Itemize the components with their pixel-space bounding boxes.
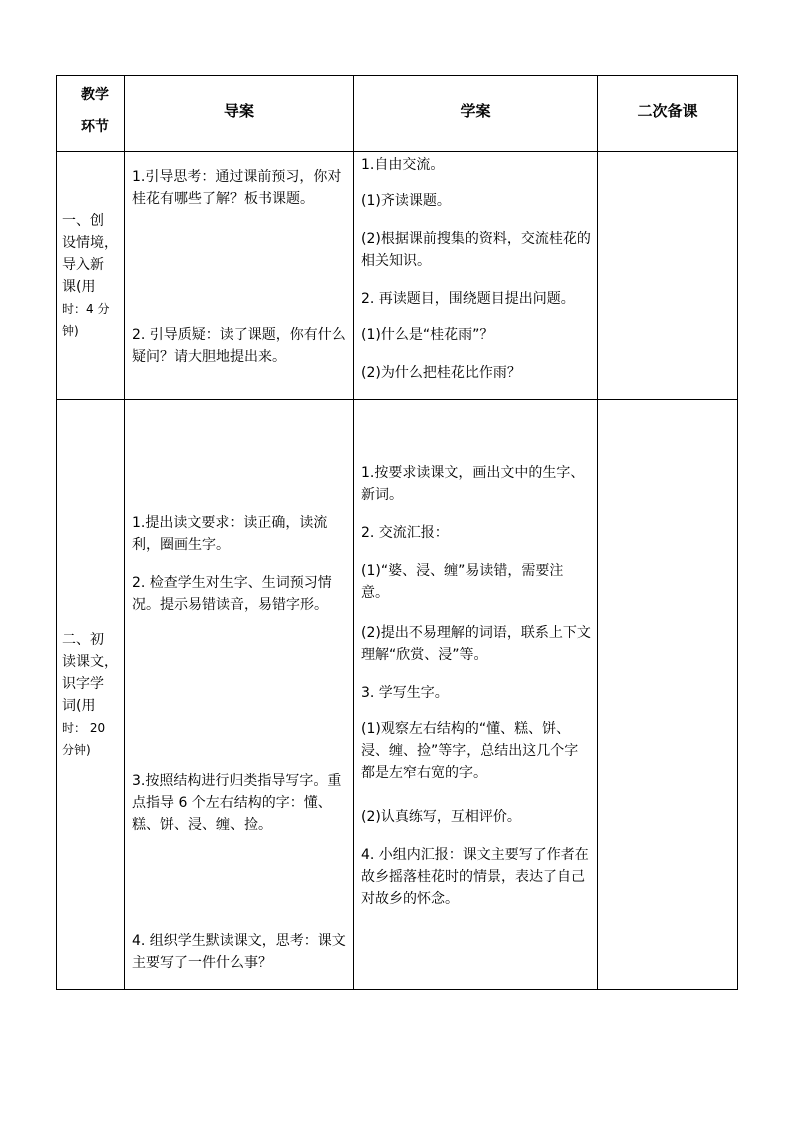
study-cell [354, 152, 598, 400]
study-item: 1.自由交流。 [361, 157, 445, 173]
study-item: (1)齐读课题。 [361, 193, 451, 209]
header-guide: 导案 [125, 76, 354, 152]
guide-cell [125, 400, 354, 990]
lesson-plan-table [56, 75, 738, 990]
guide-item: 3.按照结构进行归类指导写字。重点指导 6 个左右结构的字：懂、糕、饼、浸、缠、捡。 [132, 773, 342, 833]
second-prep-cell [598, 152, 738, 400]
header-row [57, 76, 738, 152]
guide-item: 1.引导思考：通过课前预习，你对桂花有哪些了解？板书课题。 [132, 169, 342, 207]
study-item: (2)提出不易理解的词语，联系上下文理解“欣赏、浸”等。 [361, 625, 591, 663]
study-item: 1.按要求读课文，画出文中的生字、新词。 [361, 465, 585, 503]
table-row [57, 152, 738, 400]
guide-item: 1.提出读文要求：读正确，读流利，圈画生字。 [132, 515, 328, 553]
guide-cell [125, 152, 354, 400]
table-row [57, 400, 738, 990]
study-item: (2)为什么把桂花比作雨？ [361, 365, 521, 381]
guide-item: 2. 引导质疑：读了课题，你有什么疑问？请大胆地提出来。 [132, 327, 346, 365]
study-item: 2. 再读题目，围绕题目提出问题。 [361, 291, 575, 307]
header-second-prep: 二次备课 [598, 76, 738, 152]
study-cell [354, 400, 598, 990]
header-stage: 教学 环节 [57, 76, 125, 152]
study-item: (1)什么是“桂花雨”？ [361, 327, 494, 343]
study-item: 4. 小组内汇报：课文主要写了作者在故乡摇落桂花时的情景，表达了自己对故乡的怀念。 [361, 847, 589, 907]
study-item: 2. 交流汇报： [361, 525, 449, 541]
study-item: (1)“婆、浸、缠”易读错，需要注意。 [361, 563, 564, 601]
stage-cell: 一、创 设情境， 导入新 课(用 时：4 分 钟) [57, 152, 125, 400]
guide-item: 4. 组织学生默读课文，思考：课文主要写了一件什么事？ [132, 933, 346, 971]
stage-cell: 二、初 读课文， 识字学 词(用 时： 20 分钟) [57, 400, 125, 990]
study-item: (2)根据课前搜集的资料，交流桂花的相关知识。 [361, 231, 591, 269]
study-item: (2)认真练写，互相评价。 [361, 809, 521, 825]
study-item: 3. 学写生字。 [361, 685, 449, 701]
header-study: 学案 [354, 76, 598, 152]
guide-item: 2. 检查学生对生字、生词预习情况。提示易错读音，易错字形。 [132, 575, 332, 613]
study-item: (1)观察左右结构的“懂、糕、饼、浸、缠、捡”等字，总结出这几个字都是左窄右宽的字。 [361, 721, 579, 781]
second-prep-cell [598, 400, 738, 990]
